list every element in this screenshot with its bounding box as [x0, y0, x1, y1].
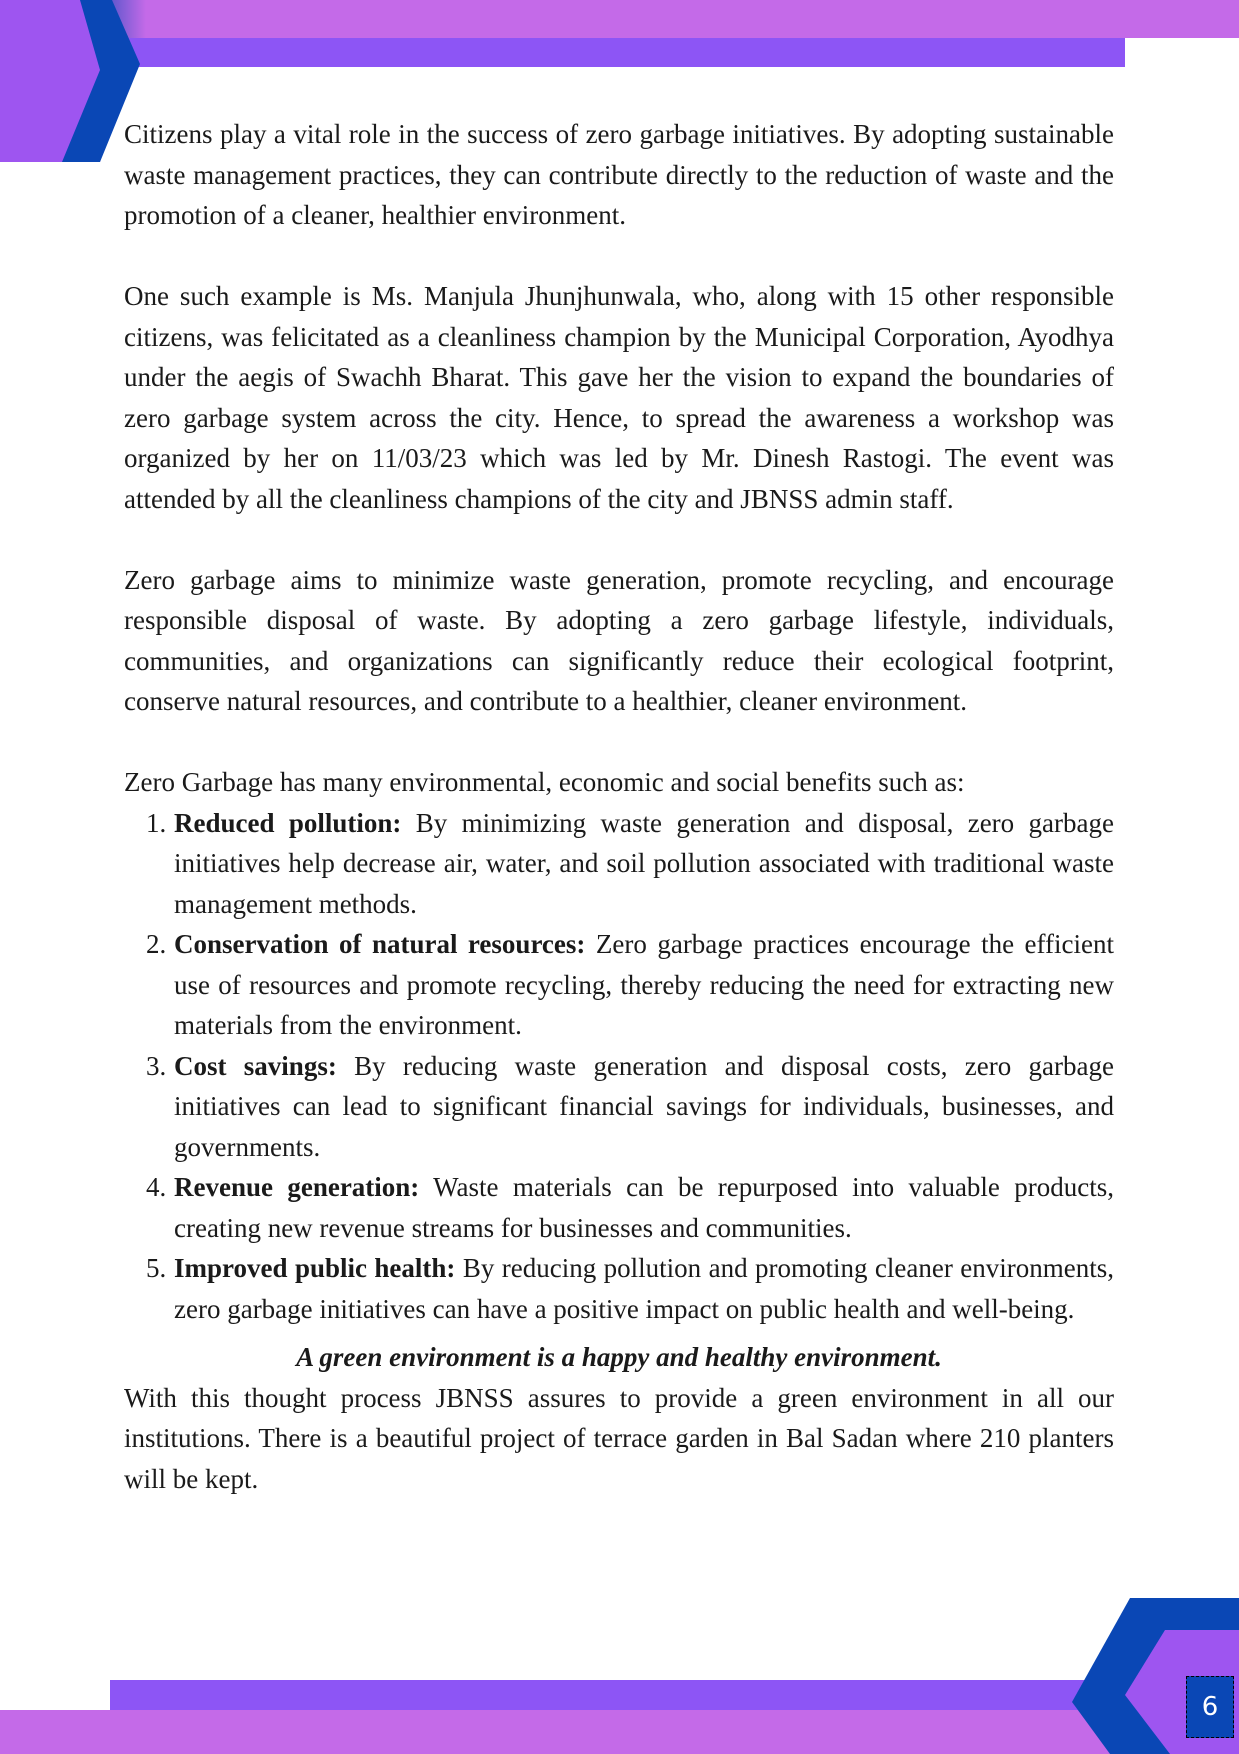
- list-item-term: Conservation of natural resources:: [174, 929, 586, 959]
- list-item: [124, 1248, 1114, 1329]
- list-item-text: Waste materials can be repurposed into valuable products, creating new revenue streams for businesses and communities.: [174, 1172, 1114, 1243]
- list-item-number: 1.: [146, 807, 167, 838]
- top-violet-bar: [100, 38, 1125, 67]
- list-item: [124, 924, 1114, 1046]
- list-item-number: 4.: [146, 1172, 167, 1202]
- list-item-text: Zero garbage practices encourage the efficient use of resources and promote recycling, thereby reducing the need for extracting new materials from the environment.: [174, 929, 1114, 1040]
- list-item-number: 5.: [146, 1253, 167, 1283]
- list-item-text: By reducing pollution and promoting cleaner environments, zero garbage initiatives can have a positive impact on public health and well-being.: [174, 1253, 1114, 1324]
- list-item-text: By minimizing waste generation and disposal, zero garbage initiatives help decrease air, water, and soil pollution associated with traditional waste management methods.: [174, 807, 1114, 919]
- list-item-term: Improved public health:: [174, 1253, 456, 1283]
- list-item: [124, 1046, 1114, 1168]
- paragraph-closing: With this thought process JBNSS assures to provide a green environment in all our institutions. There is a beautiful project of terrace garden in Bal Sadan where 210 planters will be kept.: [124, 1382, 1114, 1494]
- list-item-number: 3.: [146, 1050, 167, 1081]
- footer-decoration: [0, 1590, 1239, 1754]
- bottom-violet-bar: [110, 1680, 1110, 1710]
- benefits-intro: Zero Garbage has many environmental, economic and social benefits such as:: [124, 767, 965, 797]
- paragraph-cleanliness-champion: One such example is Ms. Manjula Jhunjhunwala, who, along with 15 other responsible citizens, was felicitated as a cleanliness champion by the Municipal Corporation, Ayodhya under the aegis of Swachh Bharat. This gave her the vision to expand the boundaries of zero garbage system across the city. Hence, to spread the awareness a workshop was organized by her on 11/03/23 which was led by Mr. Dinesh Rastogi. The event was attended by all the cleanliness champions of the city and JBNSS admin staff.: [124, 281, 1114, 514]
- list-item-term: Reduced pollution:: [174, 807, 402, 838]
- motto-heading: A green environment is a happy and healthy environment.: [296, 1342, 942, 1372]
- paragraph-citizens-role: Citizens play a vital role in the success of zero garbage initiatives. By adopting sustainable waste management practices, they can contribute directly to the reduction of waste and the promotion of a cleaner, healthier environment.: [124, 119, 1114, 230]
- list-item-term: Cost savings:: [174, 1050, 337, 1081]
- list-item-text: By reducing waste generation and disposal costs, zero garbage initiatives can lead to significant financial savings for individuals, businesses, and governments.: [174, 1050, 1114, 1162]
- page-number: 6: [1186, 1676, 1234, 1738]
- list-item-number: 2.: [146, 929, 167, 959]
- list-item-term: Revenue generation:: [174, 1172, 420, 1202]
- paragraph-zero-garbage-aims: Zero garbage aims to minimize waste generation, promote recycling, and encourage responsible disposal of waste. By adopting a zero garbage lifestyle, individuals, communities, and organizations can significantly reduce their ecological footprint, conserve natural resources, and contribute to a healthier, cleaner environment.: [124, 564, 1114, 716]
- page-body: [124, 114, 1114, 1499]
- benefits-list: [124, 803, 1114, 1330]
- list-item: [124, 803, 1114, 925]
- list-item: [124, 1167, 1114, 1248]
- bottom-lavender-bar: [0, 1710, 1239, 1754]
